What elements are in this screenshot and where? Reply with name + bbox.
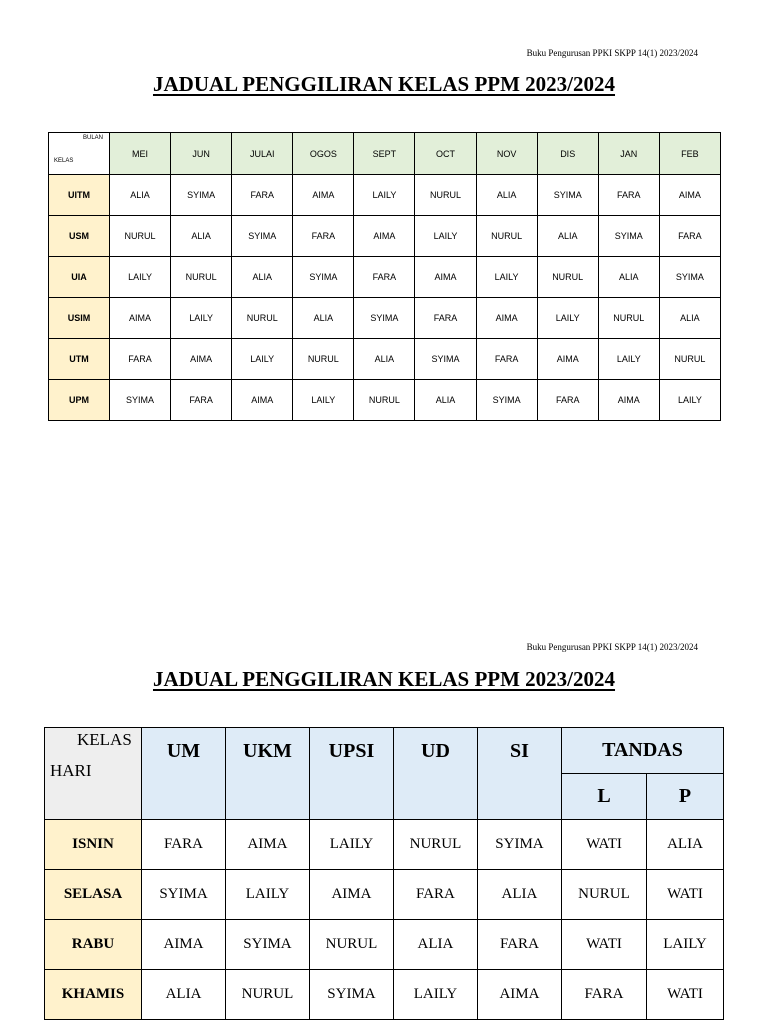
assignment-cell: AIMA (293, 175, 354, 216)
month-header: JUN (171, 133, 232, 175)
assignment-cell: NURUL (171, 257, 232, 298)
hari-cell: RABU (45, 920, 142, 970)
monthly-rotation-table (48, 132, 721, 421)
assignment-cell: AIMA (476, 298, 537, 339)
corner-label-hari: HARI (50, 761, 92, 780)
assignment-cell: WATI (646, 870, 723, 920)
kelas-cell: USIM (49, 298, 110, 339)
assignment-cell: ALIA (393, 920, 477, 970)
hari-cell: KHAMIS (45, 970, 142, 1020)
assignment-cell: ALIA (659, 298, 720, 339)
assignment-cell: FARA (142, 820, 226, 870)
assignment-cell: LAILY (537, 298, 598, 339)
assignment-cell: LAILY (225, 870, 309, 920)
table-row (49, 380, 721, 421)
assignment-cell: SYIMA (232, 216, 293, 257)
assignment-cell: NURUL (110, 216, 171, 257)
assignment-cell: SYIMA (110, 380, 171, 421)
class-header: UKM (225, 728, 309, 820)
assignment-cell: LAILY (232, 339, 293, 380)
assignment-cell: ALIA (477, 870, 561, 920)
assignment-cell: FARA (477, 920, 561, 970)
assignment-cell: ALIA (415, 380, 476, 421)
assignment-cell: LAILY (659, 380, 720, 421)
assignment-cell: LAILY (171, 298, 232, 339)
assignment-cell: AIMA (598, 380, 659, 421)
class-header: UM (142, 728, 226, 820)
assignment-cell: LAILY (293, 380, 354, 421)
assignment-cell: SYIMA (225, 920, 309, 970)
table-row (49, 175, 721, 216)
assignment-cell: ALIA (354, 339, 415, 380)
table-row (49, 257, 721, 298)
corner-label-kelas: KELAS (54, 158, 74, 164)
kelas-cell: UPM (49, 380, 110, 421)
assignment-cell: AIMA (354, 216, 415, 257)
assignment-cell: NURUL (232, 298, 293, 339)
assignment-cell: ALIA (598, 257, 659, 298)
assignment-cell: FARA (537, 380, 598, 421)
assignment-cell: NURUL (537, 257, 598, 298)
table-row (45, 870, 724, 920)
tandas-header: TANDAS (561, 728, 723, 774)
assignment-cell: SYIMA (477, 820, 561, 870)
assignment-cell: FARA (354, 257, 415, 298)
assignment-cell: FARA (598, 175, 659, 216)
assignment-cell: AIMA (225, 820, 309, 870)
assignment-cell: SYIMA (537, 175, 598, 216)
assignment-cell: LAILY (110, 257, 171, 298)
assignment-cell: FARA (561, 970, 646, 1020)
assignment-cell: AIMA (659, 175, 720, 216)
kelas-cell: UITM (49, 175, 110, 216)
assignment-cell: NURUL (415, 175, 476, 216)
kelas-cell: USM (49, 216, 110, 257)
assignment-cell: SYIMA (659, 257, 720, 298)
assignment-cell: NURUL (293, 339, 354, 380)
assignment-cell: AIMA (232, 380, 293, 421)
assignment-cell: ALIA (110, 175, 171, 216)
class-header: UPSI (309, 728, 393, 820)
assignment-cell: ALIA (171, 216, 232, 257)
table-header-row (49, 133, 721, 175)
assignment-cell: NURUL (476, 216, 537, 257)
month-header: OCT (415, 133, 476, 175)
table-row (45, 920, 724, 970)
assignment-cell: LAILY (415, 216, 476, 257)
assignment-cell: SYIMA (142, 870, 226, 920)
hari-cell: SELASA (45, 870, 142, 920)
assignment-cell: ALIA (232, 257, 293, 298)
assignment-cell: FARA (393, 870, 477, 920)
month-header: MEI (110, 133, 171, 175)
assignment-cell: LAILY (598, 339, 659, 380)
assignment-cell: AIMA (110, 298, 171, 339)
assignment-cell: AIMA (477, 970, 561, 1020)
month-header: JULAI (232, 133, 293, 175)
assignment-cell: SYIMA (309, 970, 393, 1020)
class-header: SI (477, 728, 561, 820)
assignment-cell: ALIA (293, 298, 354, 339)
assignment-cell: NURUL (393, 820, 477, 870)
assignment-cell: FARA (415, 298, 476, 339)
assignment-cell: NURUL (354, 380, 415, 421)
table-row (49, 216, 721, 257)
assignment-cell: AIMA (171, 339, 232, 380)
assignment-cell: WATI (561, 820, 646, 870)
corner-cell (45, 728, 142, 820)
month-header: OGOS (293, 133, 354, 175)
assignment-cell: LAILY (309, 820, 393, 870)
month-header: JAN (598, 133, 659, 175)
table-row (49, 339, 721, 380)
assignment-cell: NURUL (561, 870, 646, 920)
hari-cell: ISNIN (45, 820, 142, 870)
assignment-cell: FARA (232, 175, 293, 216)
corner-label-bulan: BULAN (82, 135, 103, 141)
assignment-cell: FARA (293, 216, 354, 257)
table-row (49, 298, 721, 339)
assignment-cell: NURUL (598, 298, 659, 339)
tandas-subheader: P (646, 774, 723, 820)
assignment-cell: LAILY (393, 970, 477, 1020)
assignment-cell: WATI (561, 920, 646, 970)
page-title-2: JADUAL PENGGILIRAN KELAS PPM 2023/2024 (152, 667, 616, 691)
month-header: DIS (537, 133, 598, 175)
assignment-cell: ALIA (646, 820, 723, 870)
month-header: SEPT (354, 133, 415, 175)
assignment-cell: AIMA (415, 257, 476, 298)
assignment-cell: FARA (171, 380, 232, 421)
assignment-cell: SYIMA (171, 175, 232, 216)
table-row (45, 820, 724, 870)
daily-rotation-table (44, 727, 724, 1020)
assignment-cell: NURUL (659, 339, 720, 380)
assignment-cell: SYIMA (415, 339, 476, 380)
assignment-cell: SYIMA (598, 216, 659, 257)
assignment-cell: FARA (476, 339, 537, 380)
assignment-cell: LAILY (354, 175, 415, 216)
assignment-cell: AIMA (537, 339, 598, 380)
assignment-cell: NURUL (309, 920, 393, 970)
assignment-cell: ALIA (142, 970, 226, 1020)
assignment-cell: LAILY (476, 257, 537, 298)
assignment-cell: AIMA (142, 920, 226, 970)
assignment-cell: SYIMA (476, 380, 537, 421)
corner-label-kelas: KELAS (77, 730, 132, 749)
assignment-cell: AIMA (309, 870, 393, 920)
assignment-cell: LAILY (646, 920, 723, 970)
page-title-1: JADUAL PENGGILIRAN KELAS PPM 2023/2024 (152, 72, 616, 96)
corner-cell (49, 133, 110, 175)
table-header-row (45, 728, 724, 774)
class-header: UD (393, 728, 477, 820)
assignment-cell: FARA (110, 339, 171, 380)
assignment-cell: SYIMA (354, 298, 415, 339)
header-note-2: Buku Pengurusan PPKI SKPP 14(1) 2023/2024 (526, 642, 698, 652)
assignment-cell: FARA (659, 216, 720, 257)
kelas-cell: UIA (49, 257, 110, 298)
header-note-1: Buku Pengurusan PPKI SKPP 14(1) 2023/2024 (526, 48, 698, 58)
assignment-cell: ALIA (537, 216, 598, 257)
assignment-cell: NURUL (225, 970, 309, 1020)
assignment-cell: ALIA (476, 175, 537, 216)
month-header: FEB (659, 133, 720, 175)
tandas-subheader: L (561, 774, 646, 820)
kelas-cell: UTM (49, 339, 110, 380)
table-row (45, 970, 724, 1020)
assignment-cell: SYIMA (293, 257, 354, 298)
assignment-cell: WATI (646, 970, 723, 1020)
month-header: NOV (476, 133, 537, 175)
